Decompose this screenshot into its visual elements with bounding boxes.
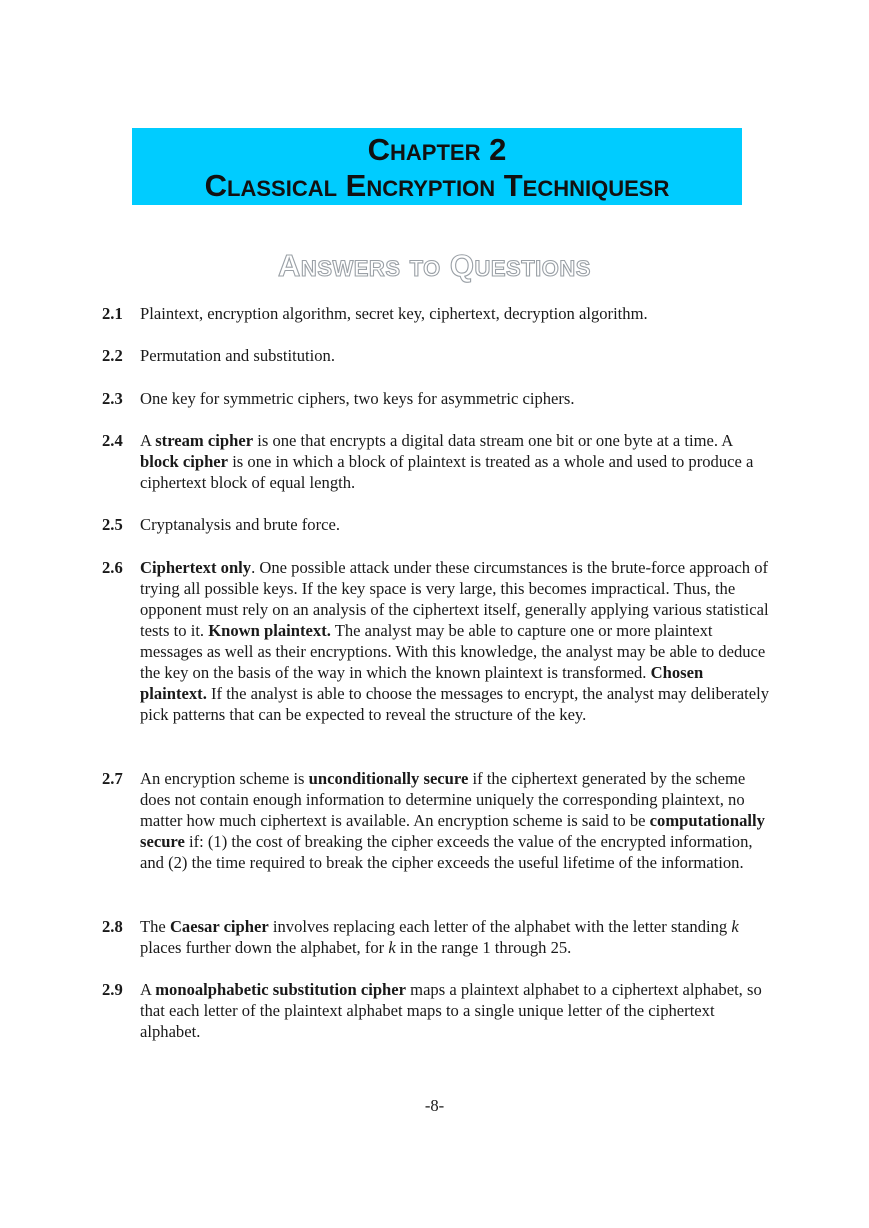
answer-text-run: places further down the alphabet, for — [140, 938, 389, 957]
answer-number: 2.3 — [102, 389, 123, 408]
answer-text — [140, 430, 770, 493]
chapter-title-banner — [132, 128, 742, 205]
bold-term: block cipher — [140, 452, 229, 471]
section-heading: Answers to Questions — [278, 248, 591, 283]
answer-text-run: maps a plaintext alphabet to a ciphertext alphabet, so that each letter of the plaintext alphabet maps to a single unique letter of the ciphertext alphabet. — [140, 980, 762, 1041]
answer-text — [140, 557, 770, 725]
bold-term: unconditionally secure — [308, 769, 469, 788]
answer-number: 2.1 — [102, 304, 123, 323]
answer-text-run: Cryptanalysis and brute force. — [140, 515, 340, 534]
answer-text-run: if the ciphertext generated by the scheme does not contain enough information to determine uniquely the corresponding plaintext, no matter how much ciphertext is available. An encryption scheme is said to be — [140, 769, 746, 830]
answer-item — [102, 303, 770, 324]
chapter-number: Chapter 2 — [367, 132, 507, 167]
answer-item — [102, 388, 770, 409]
answer-number: 2.6 — [102, 558, 123, 577]
answer-text-run: involves replacing each letter of the alphabet with the letter standing — [268, 917, 732, 936]
answer-number: 2.7 — [102, 769, 123, 788]
bold-term: monoalphabetic substitution cipher — [155, 980, 407, 999]
answer-text-run: The — [140, 917, 170, 936]
answer-number: 2.8 — [102, 917, 123, 936]
chapter-title: Classical Encryption Techniquesr — [204, 168, 670, 203]
answer-number: 2.4 — [102, 431, 123, 450]
answer-text-run: Permutation and substitution. — [140, 346, 335, 365]
answer-number: 2.9 — [102, 980, 123, 999]
answer-text-run: A — [140, 980, 156, 999]
answer-text — [140, 345, 770, 366]
answer-text — [140, 768, 770, 873]
answer-text-run: . One possible attack under these circumstances is the brute-force approach of trying all possible keys. If the key space is very large, this becomes impractical. Thus, the opponent must rely on an analysis of the ciphertext itself, generally applying various statistical tests to it. — [140, 558, 769, 640]
answer-text-run: If the analyst is able to choose the messages to encrypt, the analyst may deliberately pick patterns that can be expected to reveal the structure of the key. — [140, 684, 770, 724]
answer-text — [140, 303, 770, 324]
bold-term: stream cipher — [155, 431, 254, 450]
bold-term: computationally secure — [140, 811, 765, 851]
answer-text-run: is one in which a block of plaintext is treated as a whole and used to produce a ciphertext block of equal length. — [140, 452, 754, 492]
page-number: -8- — [424, 1096, 445, 1115]
bold-term: Known plaintext. — [208, 621, 331, 640]
answer-number: 2.2 — [102, 346, 123, 365]
answer-item — [102, 430, 770, 493]
answer-text — [140, 916, 770, 958]
answer-text — [140, 514, 770, 535]
answer-text-run: in the range 1 through 25. — [395, 938, 572, 957]
bold-term: Caesar cipher — [169, 917, 269, 936]
bold-term: Chosen plaintext. — [140, 663, 704, 703]
answer-text-run: The analyst may be able to capture one or more plaintext messages as well as their encryptions. With this knowledge, the analyst may be able to deduce the key on the basis of the way in which the known plaintext is transformed. — [140, 621, 766, 682]
answer-text-run: An encryption scheme is — [140, 769, 309, 788]
answer-item — [102, 768, 770, 873]
answer-item — [102, 514, 770, 535]
answer-item — [102, 916, 770, 958]
italic-term: k — [731, 917, 739, 936]
answer-text-run: One key for symmetric ciphers, two keys for asymmetric ciphers. — [140, 389, 575, 408]
answer-text — [140, 388, 770, 409]
answer-item — [102, 979, 770, 1042]
italic-term: k — [388, 938, 396, 957]
answer-item — [102, 345, 770, 366]
answer-number: 2.5 — [102, 515, 123, 534]
answer-text-run: A — [140, 431, 156, 450]
answer-text — [140, 979, 770, 1042]
answer-text-run: if: (1) the cost of breaking the cipher exceeds the value of the encrypted information, and (2) the time required to break the cipher exceeds the useful lifetime of the information. — [140, 832, 753, 872]
answer-text-run: Plaintext, encryption algorithm, secret key, ciphertext, decryption algorithm. — [140, 304, 648, 323]
answer-item — [102, 557, 770, 725]
bold-term: Ciphertext only — [140, 558, 252, 577]
answer-text-run: is one that encrypts a digital data stream one bit or one byte at a time. A — [253, 431, 733, 450]
